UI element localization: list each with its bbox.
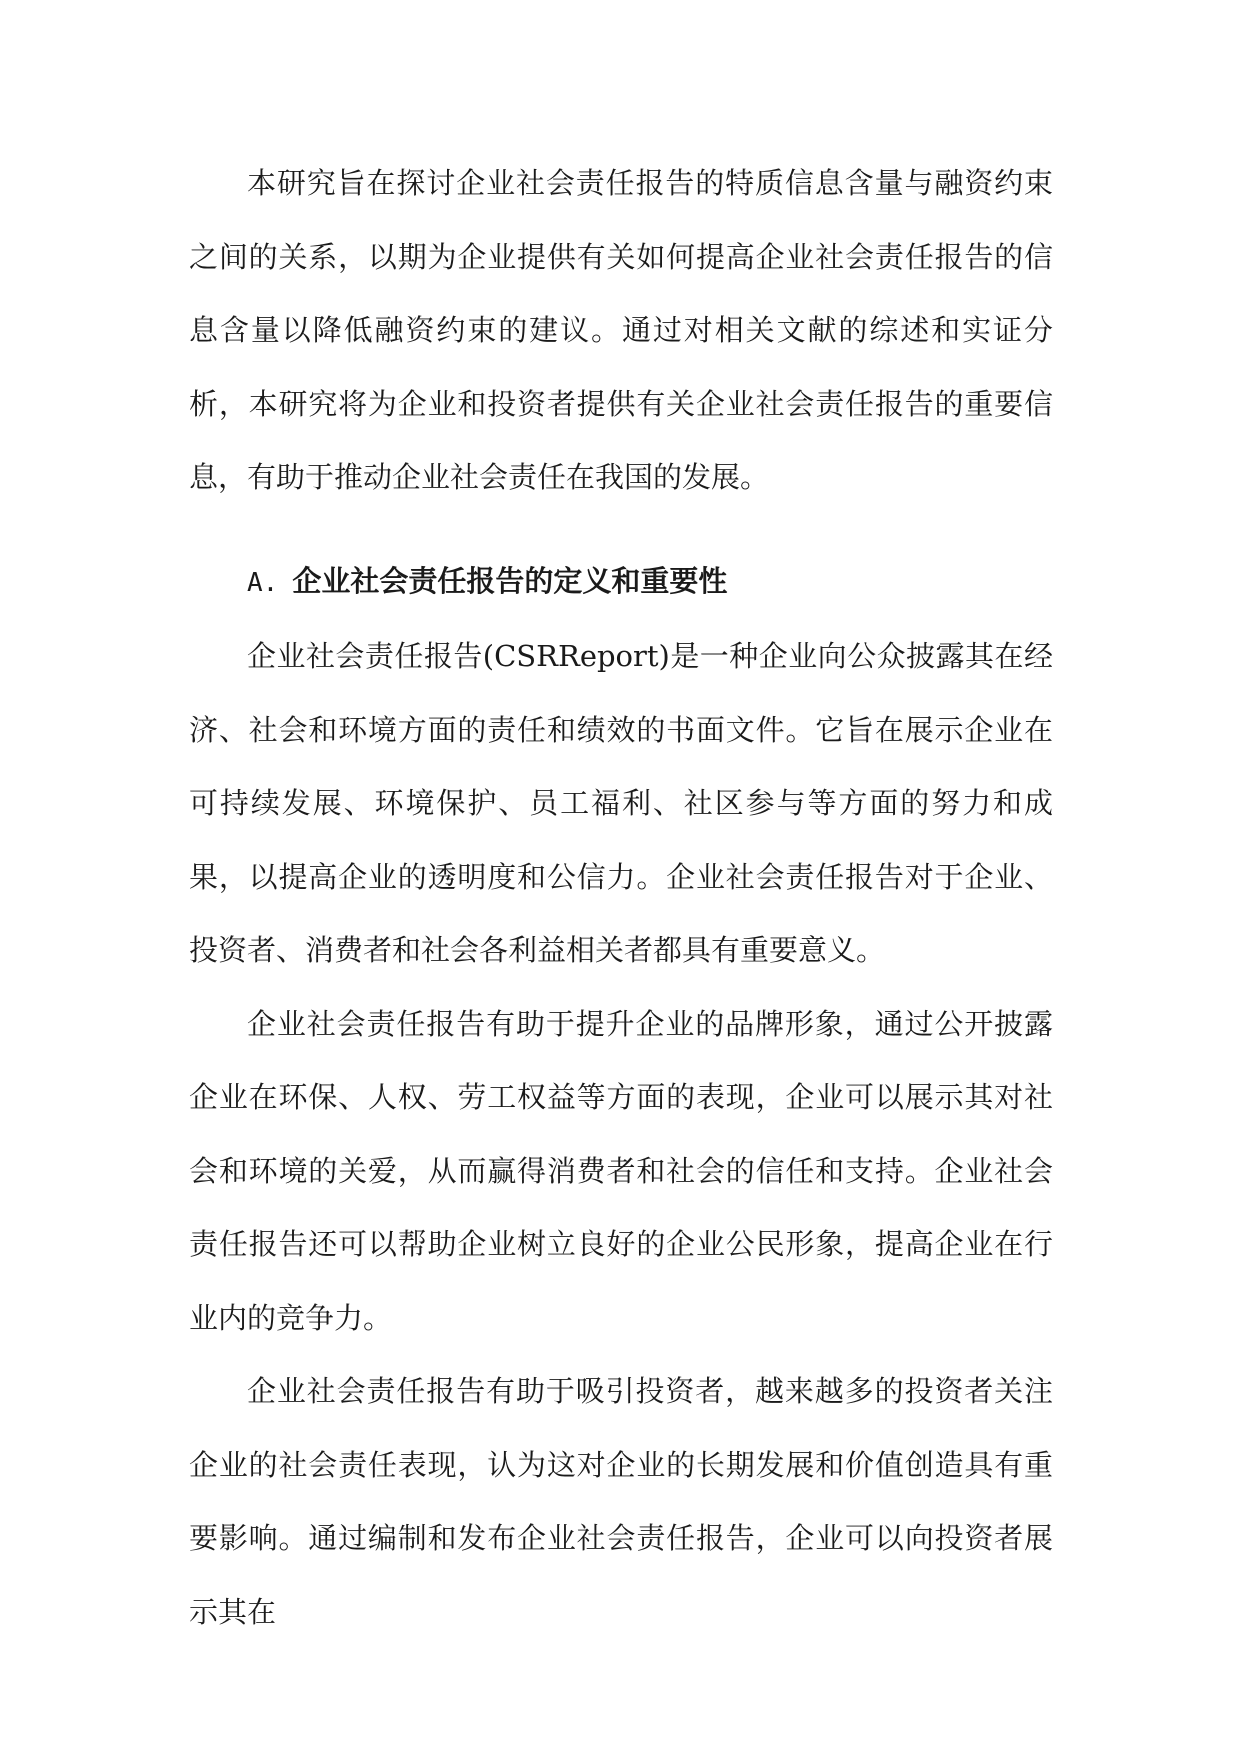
- section-heading: [189, 545, 1053, 621]
- section-number: A.: [247, 567, 279, 598]
- section-paragraph-2: 企业社会责任报告有助于提升企业的品牌形象，通过公开披露企业在环保、人权、劳工权益等方面的表现，企业可以展示其对社会和环境的关爱，从而赢得消费者和社会的信任和支持。企业社会责任报告还可以帮助企业树立良好的企业公民形象，提高企业在行业内的竞争力。: [189, 1006, 1053, 1335]
- document-body: [189, 147, 1053, 1649]
- section-paragraph-1: 企业社会责任报告(CSRReport)是一种企业向公众披露其在经济、社会和环境方面的责任和绩效的书面文件。它旨在展示企业在可持续发展、环境保护、员工福利、社区参与等方面的努力和成果，以提高企业的透明度和公信力。企业社会责任报告对于企业、投资者、消费者和社会各利益相关者都具有重要意义。: [189, 639, 1053, 967]
- section-paragraph-3: 企业社会责任报告有助于吸引投资者，越来越多的投资者关注企业的社会责任表现，认为这对企业的长期发展和价值创造具有重要影响。通过编制和发布企业社会责任报告，企业可以向投资者展示其在: [189, 1374, 1053, 1629]
- section-title: 企业社会责任报告的定义和重要性: [292, 563, 728, 598]
- intro-paragraph: 本研究旨在探讨企业社会责任报告的特质信息含量与融资约束之间的关系，以期为企业提供有关如何提高企业社会责任报告的信息含量以降低融资约束的建议。通过对相关文献的综述和实证分析，本研究将为企业和投资者提供有关企业社会责任报告的重要信息，有助于推动企业社会责任在我国的发展。: [189, 166, 1053, 494]
